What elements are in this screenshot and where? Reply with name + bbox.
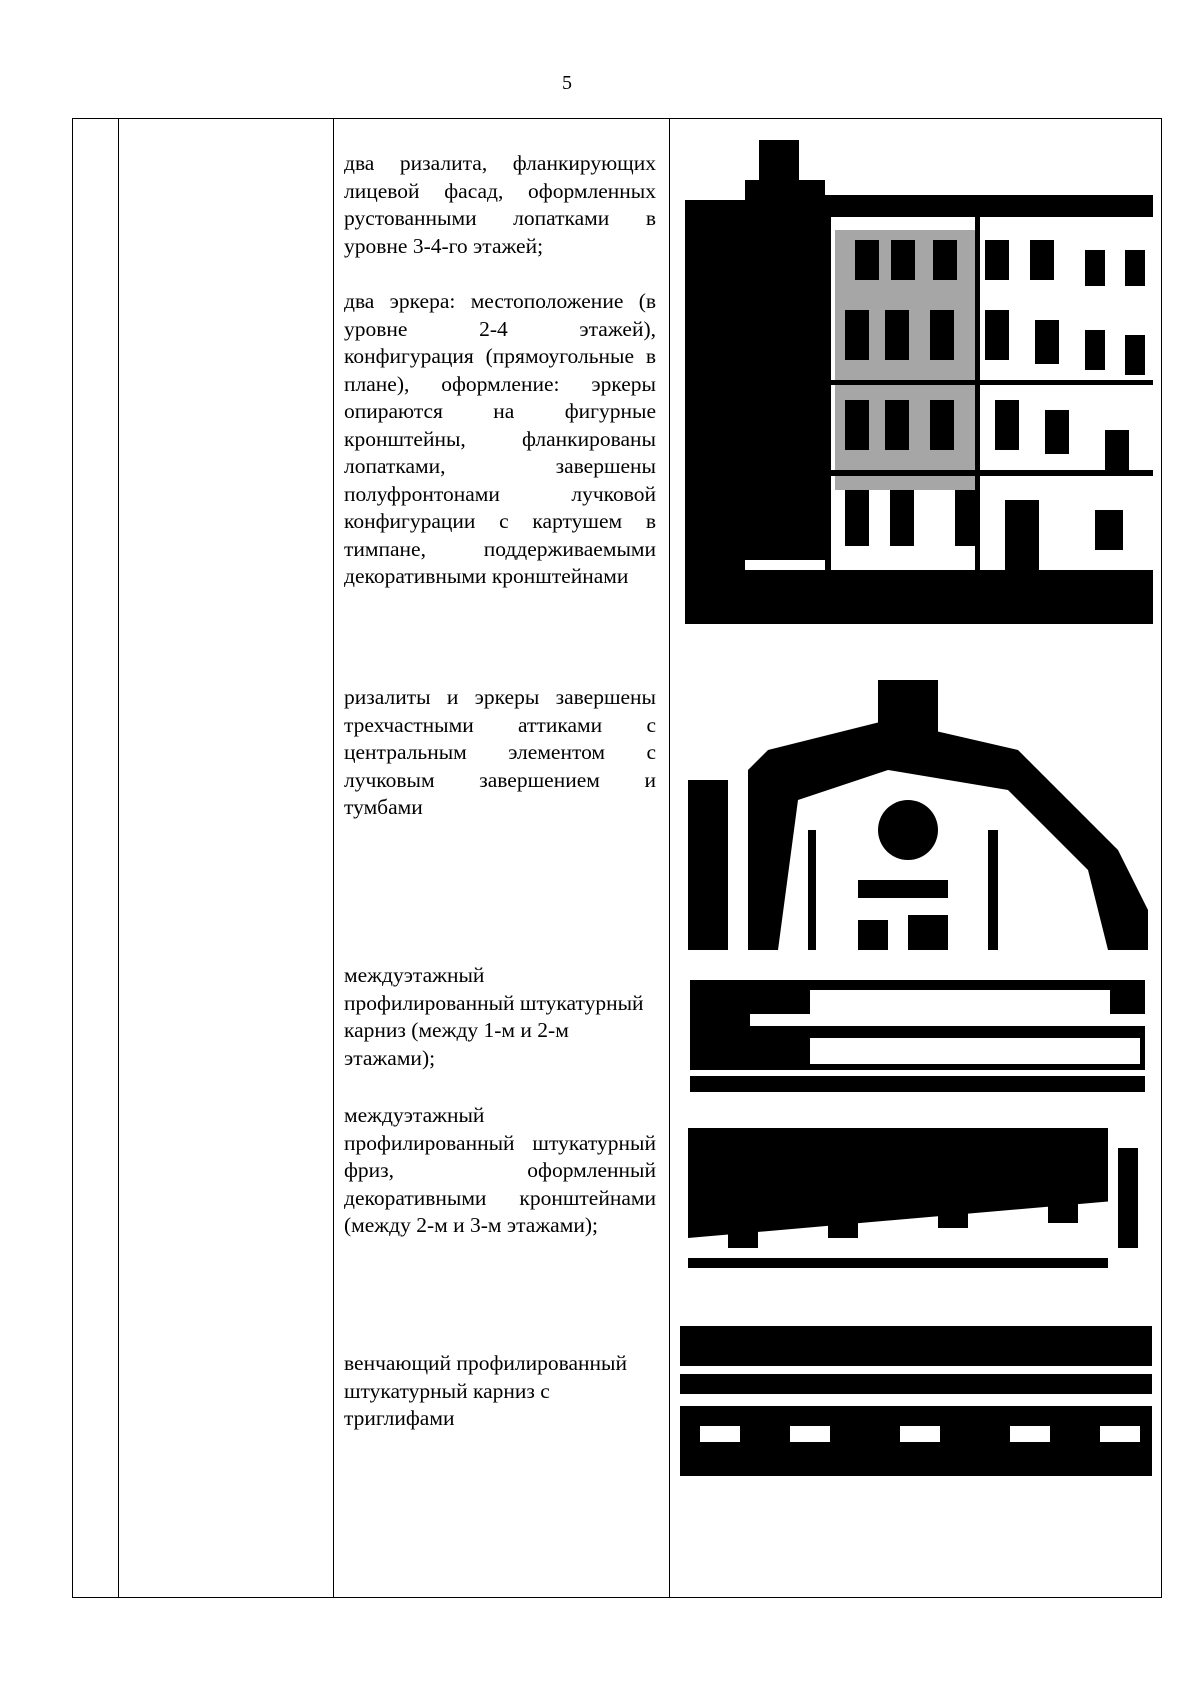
page-number: 5 [562, 72, 572, 94]
cornice-photo [690, 980, 1145, 1092]
entry-text-frieze: междуэтажный профилированный штукатурный фриз, оформленный декоративными кронштейнами (между 2-м и 3-м этажами); [344, 1103, 656, 1237]
entry-text-attics: ризалиты и эркеры завершены трехчастными аттиками с центральным элементом с лучковым завершением и тумбами [344, 685, 656, 819]
facade-photo [685, 140, 1153, 624]
attic-photo [688, 680, 1148, 950]
column-divider-3 [669, 118, 670, 1598]
crowning-cornice-photo [680, 1326, 1152, 1476]
entry-text-crowning-cornice: венчающий профилированный штукатурный карниз с триглифами [344, 1351, 627, 1430]
entry-text-cornice: междуэтажный профилированный штукатурный карниз (между 1-м и 2-м этажами); [344, 963, 644, 1070]
column-divider-1 [118, 118, 119, 1598]
entry-text-risalits: два ризалита, фланкирующих лицевой фасад, оформленных рустованными лопатками в уровне 3-4-го этажей; [344, 151, 656, 258]
column-divider-2 [333, 118, 334, 1598]
frieze-photo [688, 1128, 1148, 1292]
entry-text-bay-windows: два эркера: местоположение (в уровне 2-4 этажей), конфигурация (прямоугольные в плане), оформление: эркеры опираются на фигурные кронштейны, фланкированы лопатками, завершены полуфронтонами лучковой конфигурации с картушем в тимпане, поддерживаемыми декоративными кронштейнами [344, 289, 656, 588]
